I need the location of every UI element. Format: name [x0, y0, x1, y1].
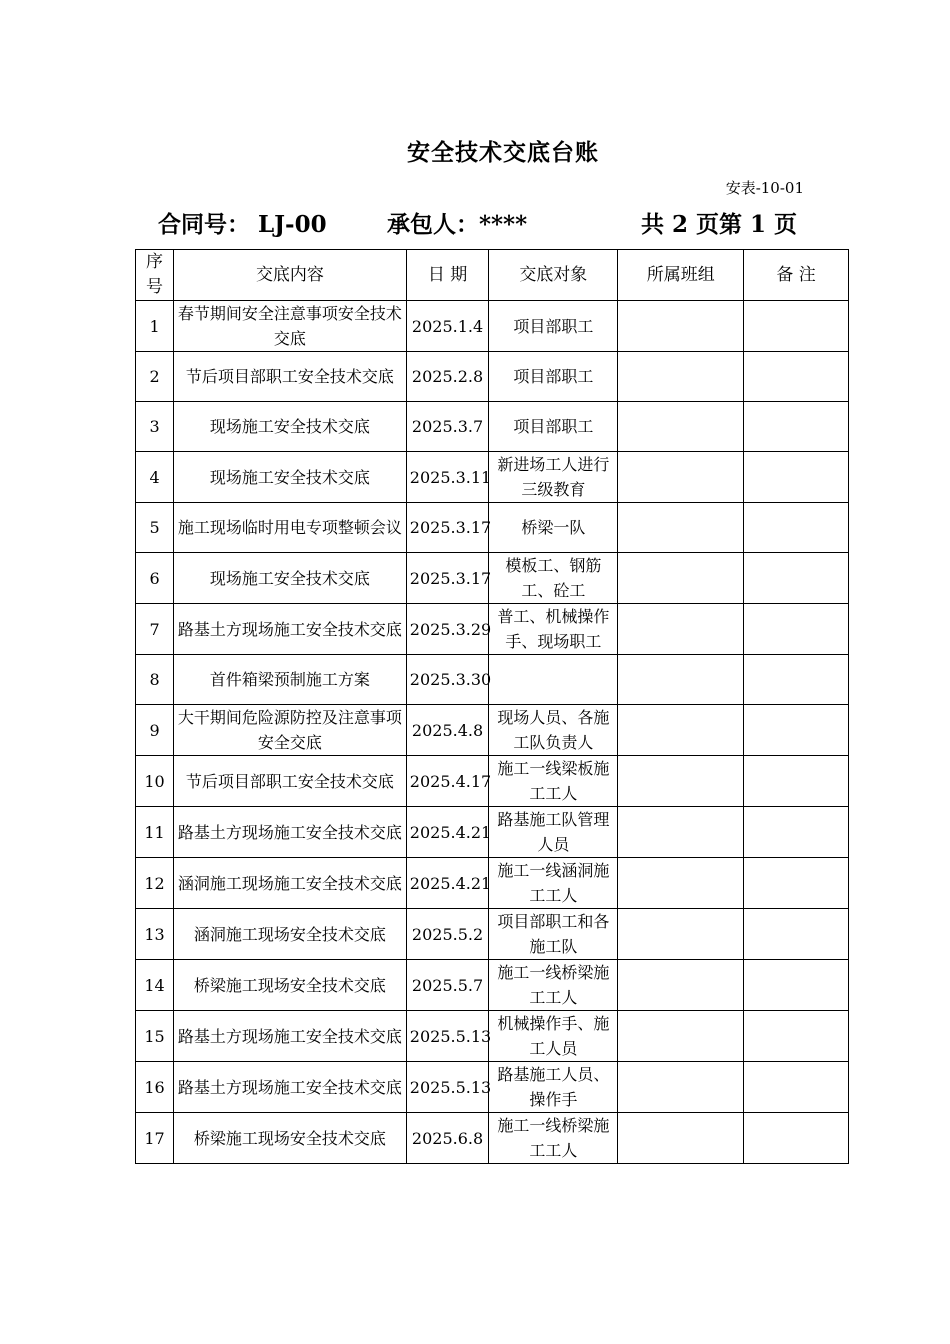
- row-target: [489, 655, 618, 705]
- row-target: 桥梁一队: [489, 503, 618, 553]
- header-date: 日 期: [406, 250, 489, 301]
- row-content: 桥梁施工现场安全技术交底: [174, 1113, 407, 1164]
- row-note: [744, 807, 849, 858]
- row-content: 春节期间安全注意事项安全技术交底: [174, 301, 407, 352]
- row-note: [744, 402, 849, 452]
- row-team: [618, 705, 744, 756]
- row-date: 2025.5.13: [406, 1062, 489, 1113]
- row-target: 路基施工人员、操作手: [489, 1062, 618, 1113]
- row-date: 2025.3.17: [406, 553, 489, 604]
- table-header-row: [136, 250, 849, 301]
- row-team: [618, 1011, 744, 1062]
- row-index: 14: [136, 960, 174, 1011]
- row-target: 新进场工人进行三级教育: [489, 452, 618, 503]
- row-content: 现场施工安全技术交底: [174, 553, 407, 604]
- row-team: [618, 452, 744, 503]
- row-team: [618, 1113, 744, 1164]
- row-index: 2: [136, 352, 174, 402]
- page-indicator: 共 2 页第 1 页: [641, 211, 798, 238]
- row-index: 7: [136, 604, 174, 655]
- row-date: 2025.6.8: [406, 1113, 489, 1164]
- row-note: [744, 756, 849, 807]
- row-content: 路基土方现场施工安全技术交底: [174, 1011, 407, 1062]
- row-team: [618, 604, 744, 655]
- row-index: 5: [136, 503, 174, 553]
- form-number: 安表-10-01: [725, 179, 804, 197]
- row-note: [744, 655, 849, 705]
- row-team: [618, 553, 744, 604]
- row-target: 施工一线桥梁施工工人: [489, 1113, 618, 1164]
- contract-number: 合同号： LJ-00: [158, 211, 327, 238]
- row-date: 2025.1.4: [406, 301, 489, 352]
- table-row: [136, 553, 849, 604]
- document-title: 安全技术交底台账: [407, 139, 599, 166]
- row-index: 3: [136, 402, 174, 452]
- row-date: 2025.5.7: [406, 960, 489, 1011]
- row-index: 9: [136, 705, 174, 756]
- table-row: [136, 909, 849, 960]
- row-index: 6: [136, 553, 174, 604]
- row-index: 13: [136, 909, 174, 960]
- row-index: 11: [136, 807, 174, 858]
- row-note: [744, 960, 849, 1011]
- row-target: 路基施工队管理人员: [489, 807, 618, 858]
- header-content: 交底内容: [174, 250, 407, 301]
- row-team: [618, 352, 744, 402]
- row-date: 2025.4.21: [406, 807, 489, 858]
- row-target: 施工一线梁板施工工人: [489, 756, 618, 807]
- table-row: [136, 655, 849, 705]
- row-target: 普工、机械操作手、现场职工: [489, 604, 618, 655]
- row-note: [744, 301, 849, 352]
- header-team: 所属班组: [618, 250, 744, 301]
- row-index: 1: [136, 301, 174, 352]
- row-content: 大干期间危险源防控及注意事项安全交底: [174, 705, 407, 756]
- row-index: 16: [136, 1062, 174, 1113]
- row-team: [618, 1062, 744, 1113]
- row-date: 2025.5.13: [406, 1011, 489, 1062]
- table-row: [136, 604, 849, 655]
- row-content: 路基土方现场施工安全技术交底: [174, 807, 407, 858]
- row-team: [618, 858, 744, 909]
- row-content: 涵洞施工现场施工安全技术交底: [174, 858, 407, 909]
- row-target: 项目部职工: [489, 402, 618, 452]
- safety-briefing-ledger-table: [135, 249, 849, 1164]
- row-target: 施工一线桥梁施工工人: [489, 960, 618, 1011]
- table-row: [136, 705, 849, 756]
- row-content: 现场施工安全技术交底: [174, 402, 407, 452]
- row-target: 机械操作手、施工人员: [489, 1011, 618, 1062]
- row-index: 10: [136, 756, 174, 807]
- row-date: 2025.5.2: [406, 909, 489, 960]
- row-note: [744, 503, 849, 553]
- row-note: [744, 452, 849, 503]
- row-index: 4: [136, 452, 174, 503]
- row-note: [744, 909, 849, 960]
- row-team: [618, 301, 744, 352]
- row-note: [744, 604, 849, 655]
- row-date: 2025.3.17: [406, 503, 489, 553]
- row-note: [744, 858, 849, 909]
- row-content: 节后项目部职工安全技术交底: [174, 756, 407, 807]
- row-note: [744, 1062, 849, 1113]
- row-target: 项目部职工: [489, 301, 618, 352]
- row-team: [618, 909, 744, 960]
- row-content: 首件箱梁预制施工方案: [174, 655, 407, 705]
- table-body: [136, 301, 849, 1164]
- row-team: [618, 960, 744, 1011]
- row-content: 路基土方现场施工安全技术交底: [174, 1062, 407, 1113]
- row-target: 模板工、钢筋工、砼工: [489, 553, 618, 604]
- table-row: [136, 301, 849, 352]
- row-note: [744, 553, 849, 604]
- row-content: 节后项目部职工安全技术交底: [174, 352, 407, 402]
- row-content: 涵洞施工现场安全技术交底: [174, 909, 407, 960]
- table-row: [136, 1011, 849, 1062]
- row-note: [744, 352, 849, 402]
- header-note: 备 注: [744, 250, 849, 301]
- row-target: 施工一线涵洞施工工人: [489, 858, 618, 909]
- row-date: 2025.3.7: [406, 402, 489, 452]
- table-row: [136, 756, 849, 807]
- table-row: [136, 1062, 849, 1113]
- row-note: [744, 705, 849, 756]
- row-content: 路基土方现场施工安全技术交底: [174, 604, 407, 655]
- row-team: [618, 756, 744, 807]
- table-row: [136, 402, 849, 452]
- row-team: [618, 807, 744, 858]
- row-date: 2025.4.8: [406, 705, 489, 756]
- row-note: [744, 1011, 849, 1062]
- row-date: 2025.4.17: [406, 756, 489, 807]
- table-row: [136, 352, 849, 402]
- table-row: [136, 807, 849, 858]
- row-date: 2025.3.11: [406, 452, 489, 503]
- row-index: 12: [136, 858, 174, 909]
- row-content: 桥梁施工现场安全技术交底: [174, 960, 407, 1011]
- row-target: 项目部职工和各施工队: [489, 909, 618, 960]
- row-content: 施工现场临时用电专项整顿会议: [174, 503, 407, 553]
- table-row: [136, 503, 849, 553]
- row-team: [618, 655, 744, 705]
- table-row: [136, 960, 849, 1011]
- table-row: [136, 452, 849, 503]
- row-team: [618, 503, 744, 553]
- table-row: [136, 858, 849, 909]
- header-target: 交底对象: [489, 250, 618, 301]
- row-target: 现场人员、各施工队负责人: [489, 705, 618, 756]
- row-date: 2025.4.21: [406, 858, 489, 909]
- contractor: 承包人：****: [387, 211, 528, 238]
- row-target: 项目部职工: [489, 352, 618, 402]
- row-content: 现场施工安全技术交底: [174, 452, 407, 503]
- row-date: 2025.3.30: [406, 655, 489, 705]
- row-date: 2025.2.8: [406, 352, 489, 402]
- row-note: [744, 1113, 849, 1164]
- table-row: [136, 1113, 849, 1164]
- row-date: 2025.3.29: [406, 604, 489, 655]
- header-index: 序号: [136, 250, 174, 301]
- row-index: 17: [136, 1113, 174, 1164]
- row-index: 8: [136, 655, 174, 705]
- row-team: [618, 402, 744, 452]
- row-index: 15: [136, 1011, 174, 1062]
